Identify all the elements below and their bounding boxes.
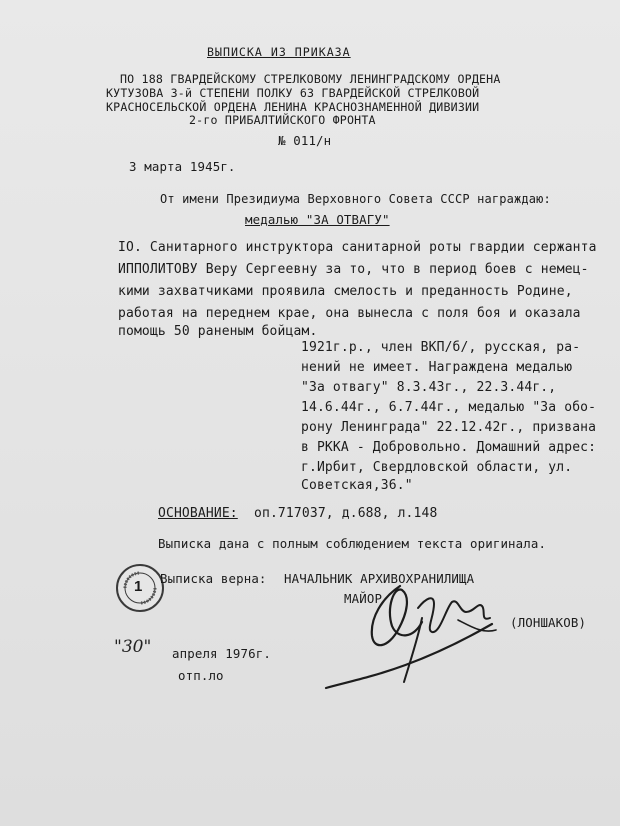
details-line-2: нений не имеет. Награждена медалью <box>301 360 573 375</box>
details-line-8: Советская,36." <box>301 478 413 493</box>
details-line-4: 14.6.44г., 6.7.44г., медалью "За обо- <box>301 400 597 415</box>
header-line-3: КРАСНОСЕЛЬСКОЙ ОРДЕНА ЛЕНИНА КРАСНОЗНАМЕННОЙ ДИВИЗИИ <box>106 100 480 114</box>
header-line-4: 2-го ПРИБАЛТИЙСКОГО ФРОНТА <box>189 113 376 127</box>
details-line-1: 1921г.р., член ВКП/б/, русская, ра- <box>301 340 581 355</box>
officer-rank: МАЙОР <box>344 591 383 606</box>
accuracy-note: Выписка дана с полным соблюдением текста оригинала. <box>158 536 547 551</box>
details-line-6: в РККА - Добровольно. Домашний адрес: <box>301 440 597 455</box>
paragraph-line-5: помощь 50 раненым бойцам. <box>118 324 318 339</box>
copy-note: отп.ло <box>178 668 224 683</box>
basis-value: оп.717037, д.688, л.148 <box>254 506 438 521</box>
paragraph-line-3: кими захватчиками проявила смелость и преданность Родине, <box>118 284 573 299</box>
issue-day-handwritten: "30" <box>114 637 152 657</box>
details-line-7: г.Ирбит, Свердловской области, ул. <box>301 460 573 475</box>
header-line-2: КУТУЗОВА 3-й СТЕПЕНИ ПОЛКУ 63 ГВАРДЕЙСКОЙ СТРЕЛКОВОЙ <box>106 86 480 100</box>
margin-handwritten-note <box>0 8 42 49</box>
details-line-3: "За отвагу" 8.3.43г., 22.3.44г., <box>301 380 557 395</box>
paragraph-line-1: IO. Санитарного инструктора санитарной роты гвардии сержанта <box>118 240 597 255</box>
stamp-number: 1 <box>134 578 143 595</box>
document-title: ВЫПИСКА ИЗ ПРИКАЗА <box>207 45 351 59</box>
issue-date-rest: апреля 1976г. <box>172 646 271 661</box>
archive-stamp <box>116 564 164 612</box>
paragraph-line-2: ИППОЛИТОВУ Веру Сергеевну за то, что в период боев с немец- <box>118 262 589 277</box>
award-intro: От имени Президиума Верховного Совета СССР награждаю: <box>160 192 551 206</box>
paragraph-line-4: работая на переднем крае, она вынесла с поля боя и оказала <box>118 306 581 321</box>
details-line-5: рону Ленинграда" 22.12.42г., призвана <box>301 420 597 435</box>
verified-label: Выписка верна: <box>160 571 267 586</box>
position-title: НАЧАЛЬНИК АРХИВОХРАНИЛИЩА <box>284 571 475 586</box>
header-line-1: ПО 188 ГВАРДЕЙСКОМУ СТРЕЛКОВОМУ ЛЕНИНГРАДСКОМУ ОРДЕНА <box>120 72 501 86</box>
order-number: № 011/н <box>278 133 332 148</box>
basis-label: ОСНОВАНИЕ: <box>158 506 238 521</box>
medal-name: медалью "ЗА ОТВАГУ" <box>245 212 390 227</box>
order-date: 3 марта 1945г. <box>129 159 236 174</box>
handwritten-signature <box>322 578 512 698</box>
officer-name: (ЛОНШАКОВ) <box>510 615 587 630</box>
